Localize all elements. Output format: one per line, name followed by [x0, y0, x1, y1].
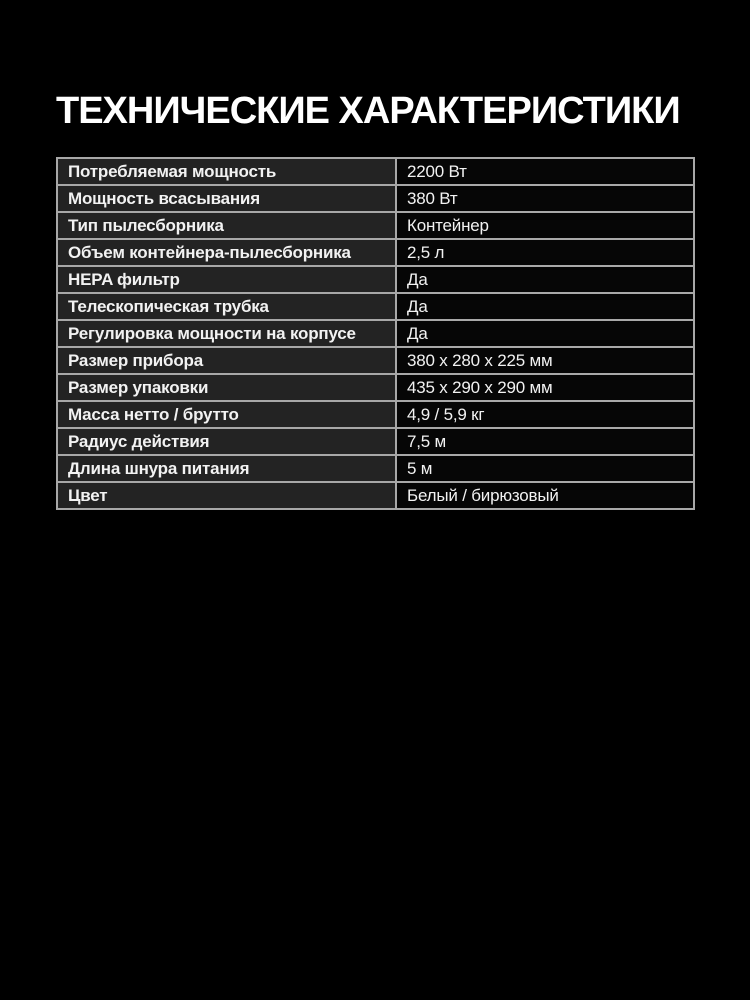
- spec-label: HEPA фильтр: [57, 266, 396, 293]
- table-row: [57, 401, 694, 428]
- spec-label: Размер упаковки: [57, 374, 396, 401]
- table-row: [57, 347, 694, 374]
- spec-value: Белый / бирюзовый: [396, 482, 694, 509]
- spec-value: 380 х 280 х 225 мм: [396, 347, 694, 374]
- specs-table: [56, 157, 695, 510]
- spec-label: Размер прибора: [57, 347, 396, 374]
- spec-value: 380 Вт: [396, 185, 694, 212]
- spec-value: Контейнер: [396, 212, 694, 239]
- spec-value: Да: [396, 293, 694, 320]
- table-row: [57, 320, 694, 347]
- table-row: [57, 266, 694, 293]
- spec-label: Радиус действия: [57, 428, 396, 455]
- spec-label: Тип пылесборника: [57, 212, 396, 239]
- table-row: [57, 455, 694, 482]
- spec-value: 5 м: [396, 455, 694, 482]
- spec-label: Регулировка мощности на корпусе: [57, 320, 396, 347]
- spec-label: Мощность всасывания: [57, 185, 396, 212]
- table-row: [57, 428, 694, 455]
- spec-label: Телескопическая трубка: [57, 293, 396, 320]
- spec-value: 4,9 / 5,9 кг: [396, 401, 694, 428]
- spec-label: Цвет: [57, 482, 396, 509]
- table-row: [57, 212, 694, 239]
- spec-label: Длина шнура питания: [57, 455, 396, 482]
- table-row: [57, 374, 694, 401]
- spec-label: Масса нетто / брутто: [57, 401, 396, 428]
- spec-value: 2,5 л: [396, 239, 694, 266]
- table-row: [57, 482, 694, 509]
- spec-label: Объем контейнера-пылесборника: [57, 239, 396, 266]
- spec-value: Да: [396, 266, 694, 293]
- table-row: [57, 185, 694, 212]
- table-row: [57, 239, 694, 266]
- spec-value: Да: [396, 320, 694, 347]
- table-row: [57, 293, 694, 320]
- spec-label: Потребляемая мощность: [57, 158, 396, 185]
- spec-value: 435 х 290 х 290 мм: [396, 374, 694, 401]
- page-title: ТЕХНИЧЕСКИЕ ХАРАКТЕРИСТИКИ: [56, 90, 680, 132]
- spec-value: 2200 Вт: [396, 158, 694, 185]
- table-row: [57, 158, 694, 185]
- spec-value: 7,5 м: [396, 428, 694, 455]
